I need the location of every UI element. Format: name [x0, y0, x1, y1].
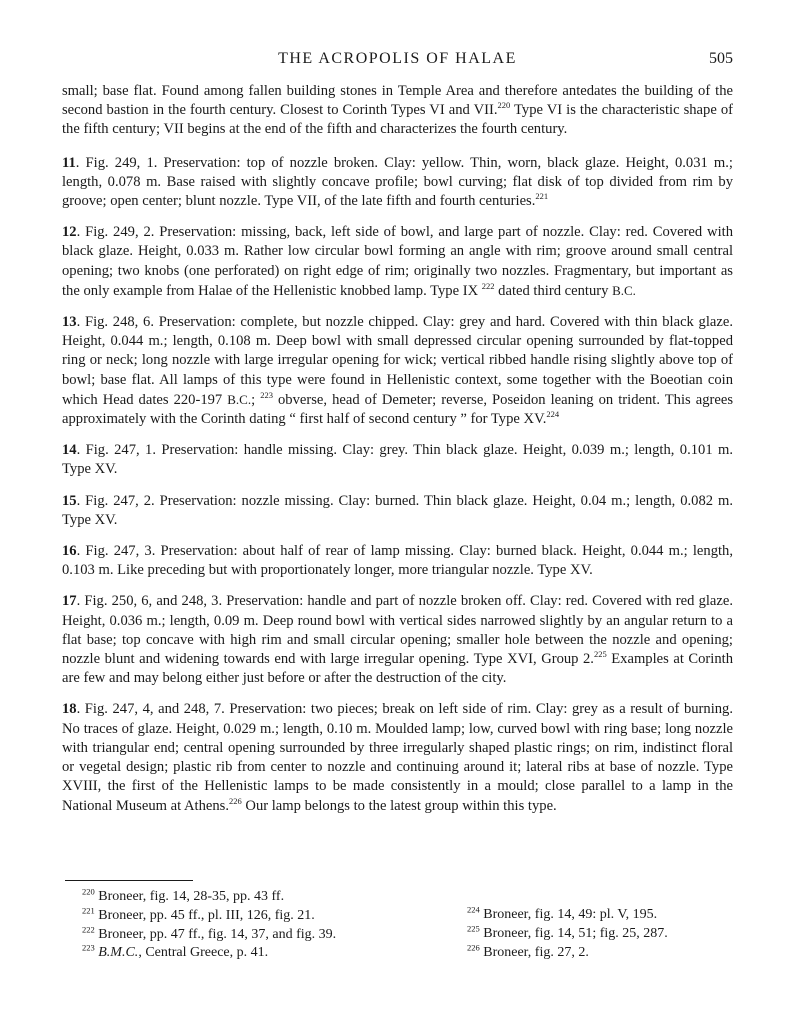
running-title: THE ACROPOLIS OF HALAE	[278, 50, 517, 67]
footnote-223	[82, 944, 462, 963]
entry-number: 15	[62, 492, 77, 509]
text-run: . Fig. 249, 1. Preservation: top of nozzle broken. Clay: yellow. Thin, worn, black glaze. Height, 0.031 m.; length, 0.078 m. Base raised with slightly concave profile; bowl curving; flat disk of top divided from rim by groove; open center; blunt nozzle. Type VII, of the late fifth and fourth centuries.	[62, 154, 733, 210]
footnote-text: , Central Greece, p. 41.	[138, 945, 269, 961]
footnote-number: 223	[82, 942, 95, 953]
catalog-entry-16	[62, 542, 733, 580]
footnote-number: 225	[467, 923, 480, 934]
text-run: . Fig. 248, 6. Preservation: complete, but nozzle chipped. Clay: grey and hard. Covered with thin black glaze. Height, 0.044 m.; length, 0.108 m. Deep bowl with small depressed circular opening surrounded by flat-topped ring or neck; long nozzle with large irregular opening for wick; vertical ribbed handle rising slightly above top of bowl; base flat. All lamps of this type were found in Hellenistic context, some together with the Boeotian coin which Head dates 220-197	[62, 314, 733, 408]
footnote-ref: 226	[229, 795, 242, 806]
footnote-221	[82, 907, 462, 926]
catalog-entry-17	[62, 592, 733, 688]
footnote-226	[467, 941, 767, 963]
footnote-text: Broneer, fig. 14, 51; fig. 25, 287.	[479, 925, 668, 941]
footnote-ref: 220	[497, 100, 511, 111]
footnote-text: Broneer, fig. 27, 2.	[479, 944, 589, 960]
footnote-italic-text: B.M.C.	[94, 945, 139, 961]
text-run: . Fig. 247, 3. Preservation: about half of rear of lamp missing. Clay: burned black. Height, 0.044 m.; length, 0.103 m. Like preceding but with proportionately longer, more triangular nozzle. Type XV.	[62, 543, 733, 579]
text-run: small; base flat. Found among fallen building stones in Temple Area and therefore antedates the building of the second bastion in the fourth century. Closest to Corinth Types VI and VII.	[62, 83, 733, 119]
footnote-225	[467, 925, 767, 944]
entry-number: 11	[62, 154, 76, 171]
footnote-text: Broneer, pp. 45 ff., pl. III, 126, fig. 21.	[94, 907, 315, 923]
era-abbrev: B.C.	[612, 282, 636, 298]
footnote-text: Broneer, fig. 14, 49: pl. V, 195.	[479, 907, 658, 922]
body-text	[62, 82, 733, 828]
catalog-entry-11	[62, 154, 733, 212]
text-run: . Fig. 247, 4, and 248, 7. Preservation: two pieces; break on left side of rim. Clay: grey as a result of burning. No traces of glaze. Height, 0.029 m.; length, 0.10 m. Moulded lamp; low, curved bowl with ring base; long nozzle with triangular end; central opening surrounded by three irregularly shaped plastic rings; on rim, indistinct floral or vegetal design; plastic rib from center to nozzle and continuing around it; lateral ribs at base of nozzle. Type XVIII, the first of the Hellenistic lamps to be made consistently in a mould; close parallel to a lamp in the National Museum at Athens.	[62, 701, 733, 814]
entry-number: 16	[62, 543, 77, 560]
entry-number: 18	[62, 701, 77, 718]
footnote-number: 220	[82, 886, 95, 897]
text-run: Type VI is the characteristic shape of the fifth century; VII begins at the end of the fifth and characterizes the fourth century.	[62, 102, 733, 138]
footnote-number: 226	[467, 941, 480, 952]
footnote-ref: 225	[593, 649, 607, 660]
catalog-entry-18	[62, 700, 733, 815]
footnote-divider	[65, 880, 193, 881]
entry-number: 17	[62, 593, 77, 610]
page-header	[62, 50, 733, 70]
text-run: dated third century	[494, 282, 613, 299]
entry-number: 13	[62, 314, 77, 331]
footnote-ref: 222	[481, 280, 495, 291]
era-abbrev: B.C.	[227, 391, 252, 407]
entry-number: 12	[62, 224, 77, 241]
catalog-entry-14	[62, 441, 733, 479]
text-run: . Fig. 247, 2. Preservation: nozzle missing. Clay: burned. Thin black glaze. Height, 0.04 m.; length, 0.082 m. Type XV.	[62, 492, 733, 528]
footnote-ref: 223	[260, 389, 273, 400]
text-run: Our lamp belongs to the latest group within this type.	[241, 797, 557, 814]
footnote-ref: 221	[535, 191, 549, 202]
footnote-222	[82, 923, 462, 945]
footnote-number: 224	[467, 904, 480, 915]
text-run: . Fig. 250, 6, and 248, 3. Preservation: handle and part of nozzle broken off. Clay: red. Covered with red glaze. Height, 0.036 m.; length, 0.09 m. Deep round bowl with vertical sides narrowed slightly by an angular return to a flat base; top concave with high rim and small circular opening; smaller hole between the nozzle and opening; nozzle blunt and widening towards end with large irregular opening. Type XVI, Group 2.	[62, 593, 733, 668]
footnote-number: 221	[82, 905, 95, 916]
catalog-entry-13	[62, 313, 733, 429]
footnotes-left-column	[82, 888, 462, 963]
footnote-224	[467, 906, 767, 925]
text-run: . Fig. 249, 2. Preservation: missing, back, left side of bowl, and large part of nozzle. Clay: red. Covered with black glaze. Height, 0.033 m. Rather low circular bowl forming an angle with rim; groove around small central opening; two knobs (one perforated) on right edge of rim; originally two nozzles. Fragmentary, but important as the only example from Halae of the Hellenistic knobbed lamp. Type IX	[62, 224, 733, 299]
footnotes-right-column	[467, 906, 767, 962]
catalog-entry-15	[62, 492, 733, 530]
text-run: . Fig. 247, 1. Preservation: handle missing. Clay: grey. Thin black glaze. Height, 0.039 m.; length, 0.101 m. Type XV.	[62, 442, 733, 478]
page-number: 505	[709, 50, 733, 67]
footnote-ref: 224	[546, 409, 560, 420]
text-run: Examples at Corinth are few and may belong either just before or after the destruction of the city.	[62, 651, 733, 687]
footnote-number: 222	[82, 923, 95, 934]
text-run: ;	[251, 391, 261, 408]
intro-paragraph	[62, 82, 733, 140]
entry-number: 14	[62, 442, 77, 459]
footnote-220	[82, 888, 462, 907]
catalog-entry-12	[62, 223, 733, 301]
footnote-text: Broneer, pp. 47 ff., fig. 14, 37, and fig. 39.	[94, 926, 337, 942]
text-run: obverse, head of Demeter; reverse, Poseidon leaning on trident. This agrees approximately with the Corinth dating “ first half of second century ” for Type XV.	[62, 391, 734, 428]
footnote-text: Broneer, fig. 14, 28-35, pp. 43 ff.	[94, 889, 285, 904]
